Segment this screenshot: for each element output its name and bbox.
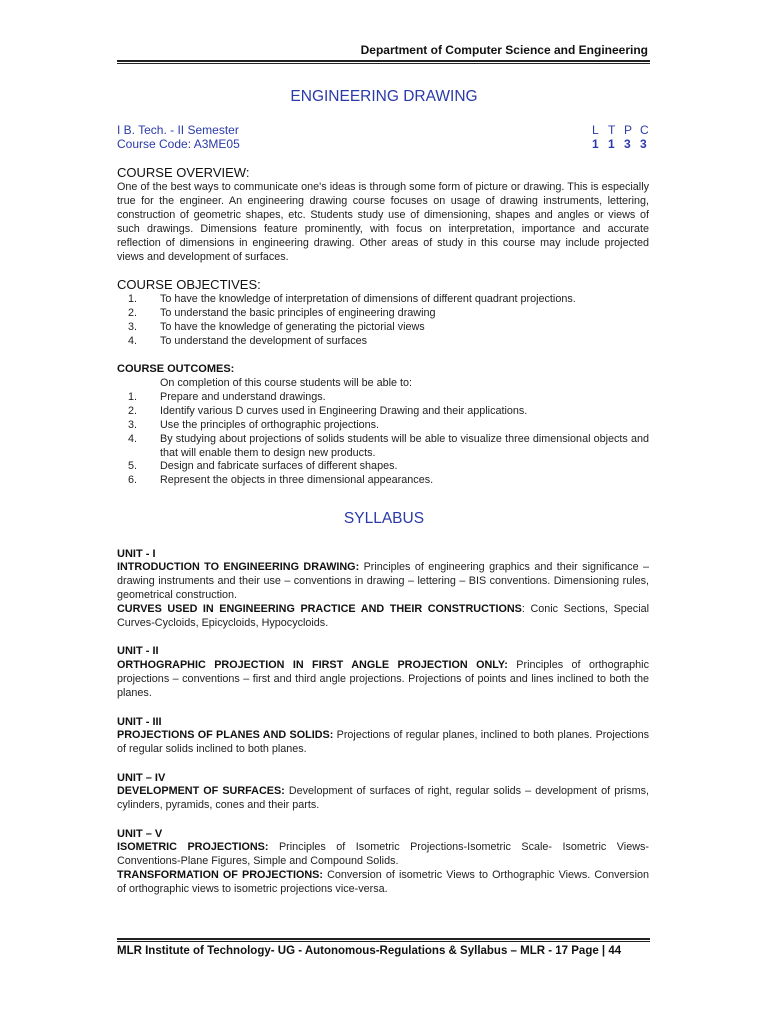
footer-rule-thin xyxy=(117,941,650,942)
ltpc-label-l: L xyxy=(592,123,599,137)
unit-4-part-1: DEVELOPMENT OF SURFACES: Development of surfaces of right, regular solids – development of prisms, cylinders, pyramids, cones and their parts. xyxy=(117,785,649,811)
unit-5-part-1: ISOMETRIC PROJECTIONS: Principles of Isometric Projections-Isometric Scale- Isometric Views-Conventions-Plane Figures, Simple and Compound Solids. xyxy=(117,841,649,867)
syllabus-title: SYLLABUS xyxy=(343,510,425,527)
outcomes-heading: COURSE OUTCOMES: xyxy=(117,363,235,375)
ltpc-label-p: P xyxy=(624,123,633,137)
unit-3-part-1: PROJECTIONS OF PLANES AND SOLIDS: Projections of regular planes, inclined to both planes. Projections of regular solids inclined to both planes. xyxy=(117,729,649,755)
unit-5-heading: UNIT – V xyxy=(117,828,163,840)
outcomes-intro: On completion of this course students will be able to: xyxy=(160,377,413,389)
list-item: 6. Represent the objects in three dimensional appearances. xyxy=(128,474,434,487)
unit-2-part-1: ORTHOGRAPHIC PROJECTION IN FIRST ANGLE PROJECTION ONLY: Principles of orthographic projections – conventions – first and third angle projections. Projections of points and lines inclined to both the planes. xyxy=(117,659,649,699)
unit-1-part-2: CURVES USED IN ENGINEERING PRACTICE AND THEIR CONSTRUCTIONS: Conic Sections, Special Curves-Cycloids, Epicycloids, Hypocycloids. xyxy=(117,602,649,629)
ltpc-value-c: 3 xyxy=(640,137,647,151)
unit-1-part-1: INTRODUCTION TO ENGINEERING DRAWING: Principles of engineering graphics and their significance – drawing instruments and their use – conventions in drawing – lettering – BIS conventions. Dimensioning rules, geometrical construction. xyxy=(117,561,650,601)
overview-text: One of the best ways to communicate one's ideas is through some form of picture or drawing. This is especially true for the engineer. An engineering drawing course focuses on usage of drawing instruments, lettering, construction of geometric shapes, etc. Students study use of dimensioning, shapes and angles or views of such drawings. Dimensions feature prominently, with focus on interpretation, importance and accurate reflection of dimensions in engineering drawing. Other areas of study in this course may include projected views and development of surfaces. xyxy=(117,181,649,263)
outcomes-list xyxy=(117,377,649,488)
ltpc-label-t: T xyxy=(608,123,616,137)
list-item: 5. Design and fabricate surfaces of different shapes. xyxy=(128,460,398,473)
unit-4-text xyxy=(117,785,649,813)
ltpc-value-p: 3 xyxy=(624,137,631,151)
program-label: I B. Tech. - II Semester xyxy=(117,123,239,137)
unit-3-heading: UNIT - III xyxy=(117,716,162,728)
overview-heading: COURSE OVERVIEW: xyxy=(117,165,250,180)
ltpc-label-c: C xyxy=(640,123,649,137)
unit-5-part-2: TRANSFORMATION OF PROJECTIONS: Conversion of isometric Views to Orthographic Views. Conversion of orthographic views to isometric projections vice-versa. xyxy=(117,868,649,895)
course-meta xyxy=(117,123,240,151)
unit-3-text xyxy=(117,729,649,757)
objectives-heading: COURSE OBJECTIVES: xyxy=(117,277,261,292)
unit-2-heading: UNIT - II xyxy=(117,645,159,657)
unit-2-text xyxy=(117,659,649,701)
list-item: 4. To understand the development of surfaces xyxy=(128,334,368,347)
unit-1-text xyxy=(117,561,649,631)
objectives-list xyxy=(117,293,649,349)
list-item: 2. Identify various D curves used in Engineering Drawing and their applications. xyxy=(128,404,528,417)
ltpc-table xyxy=(592,123,656,151)
header-rule-thin xyxy=(117,63,650,64)
ltpc-value-t: 1 xyxy=(608,137,615,151)
list-item: 2. To understand the basic principles of engineering drawing xyxy=(128,306,436,319)
course-code-label: Course Code: A3ME05 xyxy=(117,137,240,151)
footer-rule xyxy=(117,938,650,940)
list-item: 1. Prepare and understand drawings. xyxy=(128,390,326,403)
list-item: 3. To have the knowledge of generating the pictorial views xyxy=(128,320,425,333)
list-item: 3. Use the principles of orthographic projections. xyxy=(128,418,380,431)
unit-4-heading: UNIT – IV xyxy=(117,772,166,784)
list-item: 1. To have the knowledge of interpretation of dimensions of different quadrant projections. xyxy=(128,293,576,305)
unit-1-heading: UNIT - I xyxy=(117,548,156,560)
list-item: 4. By studying about projections of solids students will be able to visualize three dimensional objects and that will enable them to design new products. xyxy=(128,432,649,459)
document-title: ENGINEERING DRAWING xyxy=(290,88,478,105)
ltpc-value-l: 1 xyxy=(592,137,599,151)
department-header: Department of Computer Science and Engineering xyxy=(360,43,648,57)
unit-5-text xyxy=(117,841,649,897)
page-footer: MLR Institute of Technology- UG - Autonomous-Regulations & Syllabus – MLR - 17 Page | 44 xyxy=(117,945,622,957)
header-rule xyxy=(117,60,650,62)
